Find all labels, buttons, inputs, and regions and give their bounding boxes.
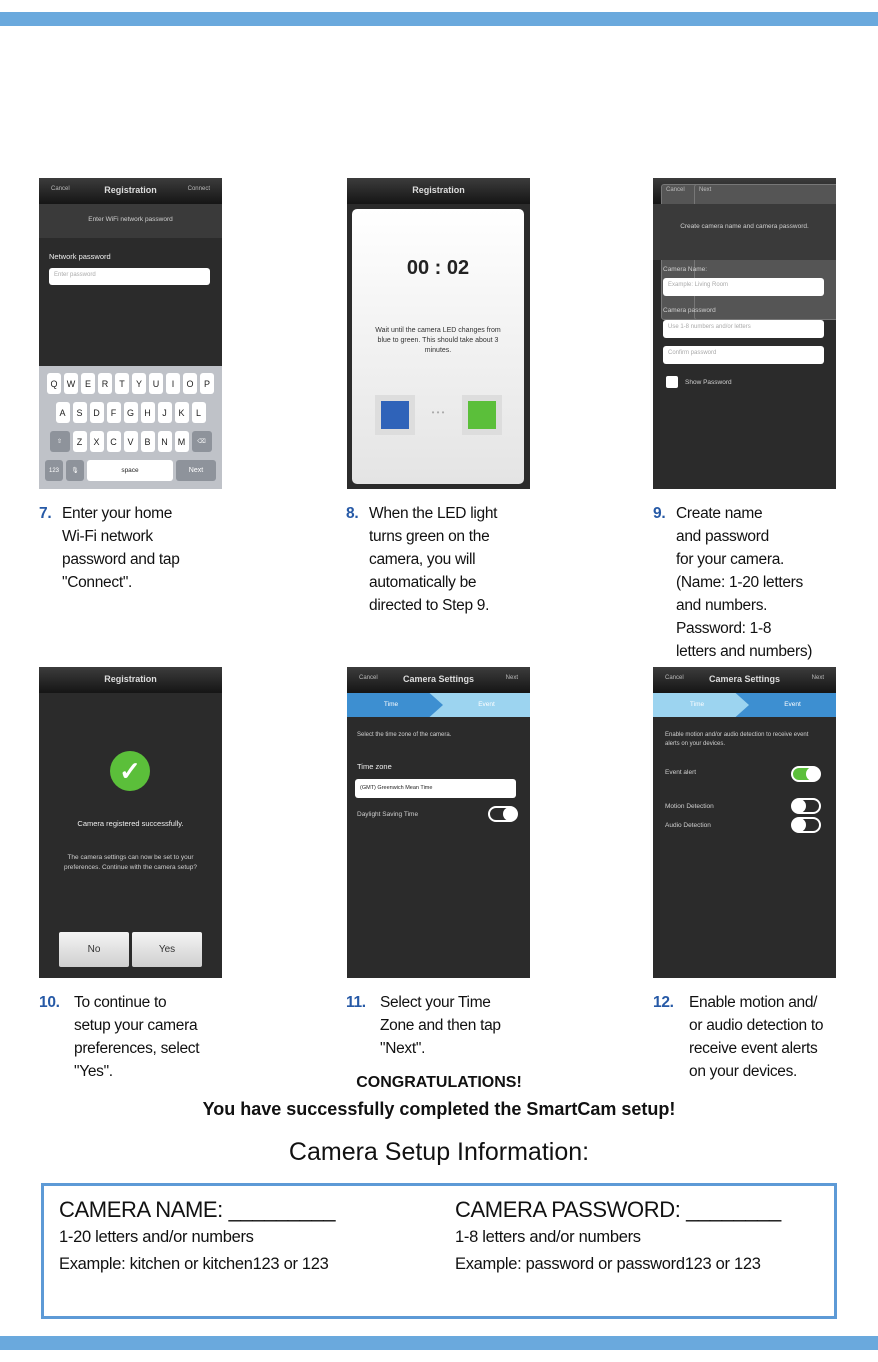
key[interactable]: K	[175, 402, 189, 423]
confirm-password-input[interactable]: Confirm password	[663, 346, 824, 364]
caption-line: preferences, select	[74, 1040, 200, 1057]
caption-line: and numbers.	[676, 597, 768, 614]
tab-time[interactable]: Time	[689, 701, 705, 708]
caption-line: directed to Step 9.	[369, 597, 490, 614]
tab-time[interactable]: Time	[383, 701, 399, 708]
screenshot-step-7	[39, 178, 222, 489]
step-number: 11.	[346, 994, 366, 1011]
caption-line: Wi-Fi network	[62, 528, 153, 545]
audio-detection-label: Audio Detection	[665, 822, 711, 829]
caption-line: receive event alerts	[689, 1040, 818, 1057]
yes-button[interactable]: Yes	[132, 932, 202, 967]
caption-step-10	[39, 991, 199, 1083]
step-number: 7.	[39, 505, 52, 522]
tab-event[interactable]: Event	[478, 701, 495, 708]
wait-message: Wait until the camera LED changes from blue to green. This should take about 3 minutes.	[375, 327, 501, 354]
nav-bar	[39, 178, 222, 204]
network-password-input[interactable]: Enter password	[49, 268, 210, 285]
camera-password-input[interactable]: Use 1-8 numbers and/or letters	[663, 320, 824, 338]
step-number: 12.	[653, 994, 674, 1011]
congrats-title: CONGRATULATIONS!	[356, 1074, 522, 1091]
key[interactable]: I	[166, 373, 180, 394]
keyboard-row-4	[39, 460, 222, 481]
key[interactable]: O	[183, 373, 197, 394]
show-password-checkbox[interactable]	[666, 376, 678, 388]
caption-line: To continue to	[74, 994, 167, 1011]
key[interactable]: J	[158, 402, 172, 423]
shift-key[interactable]: ⇧	[50, 431, 70, 452]
backspace-key[interactable]: ⌫	[192, 431, 212, 452]
time-zone-select[interactable]: (GMT) Greenwich Mean Time	[355, 779, 516, 798]
camera-name-label: Camera Name:	[663, 266, 708, 273]
key[interactable]: W	[64, 373, 78, 394]
camera-password-column	[455, 1196, 830, 1278]
continue-message: The camera settings can now be set to your preferences. Continue with the camera setup?	[64, 854, 197, 871]
caption-line: Select your Time	[380, 994, 491, 1011]
nav-bar	[39, 667, 222, 693]
check-icon: ✓	[110, 751, 150, 791]
key[interactable]: D	[90, 402, 104, 423]
motion-detection-label: Motion Detection	[665, 803, 714, 810]
progress-dots: • • •	[431, 408, 445, 417]
prompt-text: Select the time zone of the camera.	[357, 732, 452, 738]
microphone-icon[interactable]: 🎙	[66, 460, 84, 481]
nav-title: Camera Settings	[708, 674, 781, 684]
event-alert-toggle[interactable]	[791, 766, 821, 782]
caption-line: turns green on the	[369, 528, 490, 545]
camera-name-example: Example: kitchen or kitchen123 or 123	[59, 1255, 329, 1273]
nav-title: Registration	[104, 674, 157, 684]
caption-line: automatically be	[369, 574, 477, 591]
caption-line: When the LED light	[369, 505, 498, 522]
event-alert-label: Event alert	[665, 769, 697, 776]
nav-bar	[653, 667, 836, 693]
prompt-text: Enter WiFi network password	[88, 216, 173, 223]
next-key[interactable]: Next	[176, 460, 216, 481]
dst-label: Daylight Saving Time	[357, 811, 419, 818]
cancel-button[interactable]: Cancel	[661, 184, 836, 320]
caption-line: "Next".	[380, 1040, 426, 1057]
step-number: 9.	[653, 505, 666, 522]
step-number: 10.	[39, 994, 60, 1011]
caption-line: password and tap	[62, 551, 180, 568]
cancel-button[interactable]: Cancel	[359, 675, 378, 681]
camera-password-rule: 1-8 letters and/or numbers	[455, 1228, 641, 1246]
caption-line: "Connect".	[62, 574, 133, 591]
next-button[interactable]: Next	[694, 184, 836, 320]
caption-line: for your camera.	[676, 551, 785, 568]
success-message: Camera registered successfully.	[77, 819, 184, 828]
led-green-icon	[462, 395, 502, 435]
tab-bar	[347, 693, 530, 717]
caption-line: Create name	[676, 505, 763, 522]
camera-name-column	[59, 1196, 335, 1278]
key[interactable]: N	[158, 431, 172, 452]
step-number: 8.	[346, 505, 359, 522]
key[interactable]: L	[192, 402, 206, 423]
key[interactable]: Z	[73, 431, 87, 452]
prompt-text: Create camera name and camera password.	[680, 223, 809, 230]
caption-line: (Name: 1-20 letters	[676, 574, 803, 591]
next-button[interactable]: Next	[505, 675, 518, 681]
key[interactable]: S	[73, 402, 87, 423]
caption-step-11	[346, 991, 501, 1060]
caption-line: letters and numbers)	[676, 643, 813, 660]
caption-line: Password: 1-8	[676, 620, 772, 637]
caption-line: on your devices.	[689, 1063, 798, 1080]
cancel-button[interactable]: Cancel	[51, 186, 70, 192]
nav-title: Registration	[104, 185, 157, 195]
camera-name-input[interactable]: Example: Living Room	[663, 278, 824, 296]
keyboard-row-1	[39, 373, 222, 394]
key[interactable]: E	[81, 373, 95, 394]
caption-line: Enable motion and/	[689, 994, 818, 1011]
camera-password-example: Example: password or password123 or 123	[455, 1255, 761, 1273]
space-key[interactable]: space	[87, 460, 173, 481]
screenshot-step-11	[347, 667, 530, 978]
caption-line: Zone and then tap	[380, 1017, 501, 1034]
key[interactable]: C	[107, 431, 121, 452]
key[interactable]: U	[149, 373, 163, 394]
nav-bar	[347, 178, 530, 204]
top-accent-bar	[0, 12, 878, 26]
countdown-timer: 00 : 02	[406, 257, 470, 279]
camera-info-box	[41, 1183, 837, 1319]
field-label: Network password	[49, 252, 111, 261]
key[interactable]: F	[107, 402, 121, 423]
caption-step-12	[653, 991, 823, 1083]
caption-line: or audio detection to	[689, 1017, 824, 1034]
key[interactable]: H	[141, 402, 155, 423]
caption-line: setup your camera	[74, 1017, 198, 1034]
camera-name-title: CAMERA NAME: _________	[59, 1197, 336, 1222]
key[interactable]: Y	[132, 373, 146, 394]
caption-step-7	[39, 502, 180, 594]
caption-line: Enter your home	[62, 505, 173, 522]
tab-event[interactable]: Event	[784, 701, 801, 708]
caption-step-9	[653, 502, 812, 663]
progress-card	[352, 209, 524, 484]
nav-title: Camera Settings	[402, 674, 475, 684]
audio-detection-toggle[interactable]	[791, 817, 821, 833]
camera-name-rule: 1-20 letters and/or numbers	[59, 1228, 254, 1246]
key[interactable]: B	[141, 431, 155, 452]
congrats-subtitle: You have successfully completed the SmartCam setup!	[202, 1099, 676, 1119]
keyboard-row-2	[39, 402, 222, 423]
caption-line: and password	[676, 528, 769, 545]
key[interactable]: A	[56, 402, 70, 423]
numbers-key[interactable]: 123	[45, 460, 63, 481]
tab-bar	[653, 693, 836, 717]
key[interactable]: R	[98, 373, 112, 394]
keyboard	[39, 366, 222, 489]
bottom-accent-bar	[0, 1336, 878, 1350]
info-heading: Camera Setup Information:	[288, 1138, 590, 1166]
led-blue-icon	[375, 395, 415, 435]
key[interactable]: G	[124, 402, 138, 423]
key[interactable]: Q	[47, 373, 61, 394]
time-zone-label: Time zone	[357, 762, 392, 771]
key[interactable]: P	[200, 373, 214, 394]
cancel-button[interactable]: Cancel	[665, 675, 684, 681]
caption-line: camera, you will	[369, 551, 476, 568]
motion-detection-toggle[interactable]	[791, 798, 821, 814]
screenshot-step-9	[653, 178, 836, 489]
screenshot-step-10	[39, 667, 222, 978]
no-button[interactable]: No	[59, 932, 129, 967]
camera-password-label: Camera password	[663, 307, 716, 314]
screenshot-step-12	[653, 667, 836, 978]
screenshot-step-8	[347, 178, 530, 489]
dst-toggle[interactable]	[488, 806, 518, 822]
connect-button[interactable]: Connect	[187, 186, 210, 192]
camera-password-title: CAMERA PASSWORD: ________	[455, 1197, 781, 1222]
next-button[interactable]: Next	[811, 675, 824, 681]
key[interactable]: M	[175, 431, 189, 452]
key[interactable]: T	[115, 373, 129, 394]
nav-bar	[347, 667, 530, 693]
key[interactable]: X	[90, 431, 104, 452]
prompt-text: Enable motion and/or audio detection to receive event alerts on your devices.	[665, 732, 809, 747]
key[interactable]: V	[124, 431, 138, 452]
caption-step-8	[346, 502, 497, 617]
keyboard-row-3	[39, 431, 222, 452]
show-password-label: Show Password	[685, 379, 732, 386]
caption-line: "Yes".	[74, 1063, 113, 1080]
nav-bar	[653, 178, 836, 204]
nav-title: Registration	[412, 185, 465, 195]
